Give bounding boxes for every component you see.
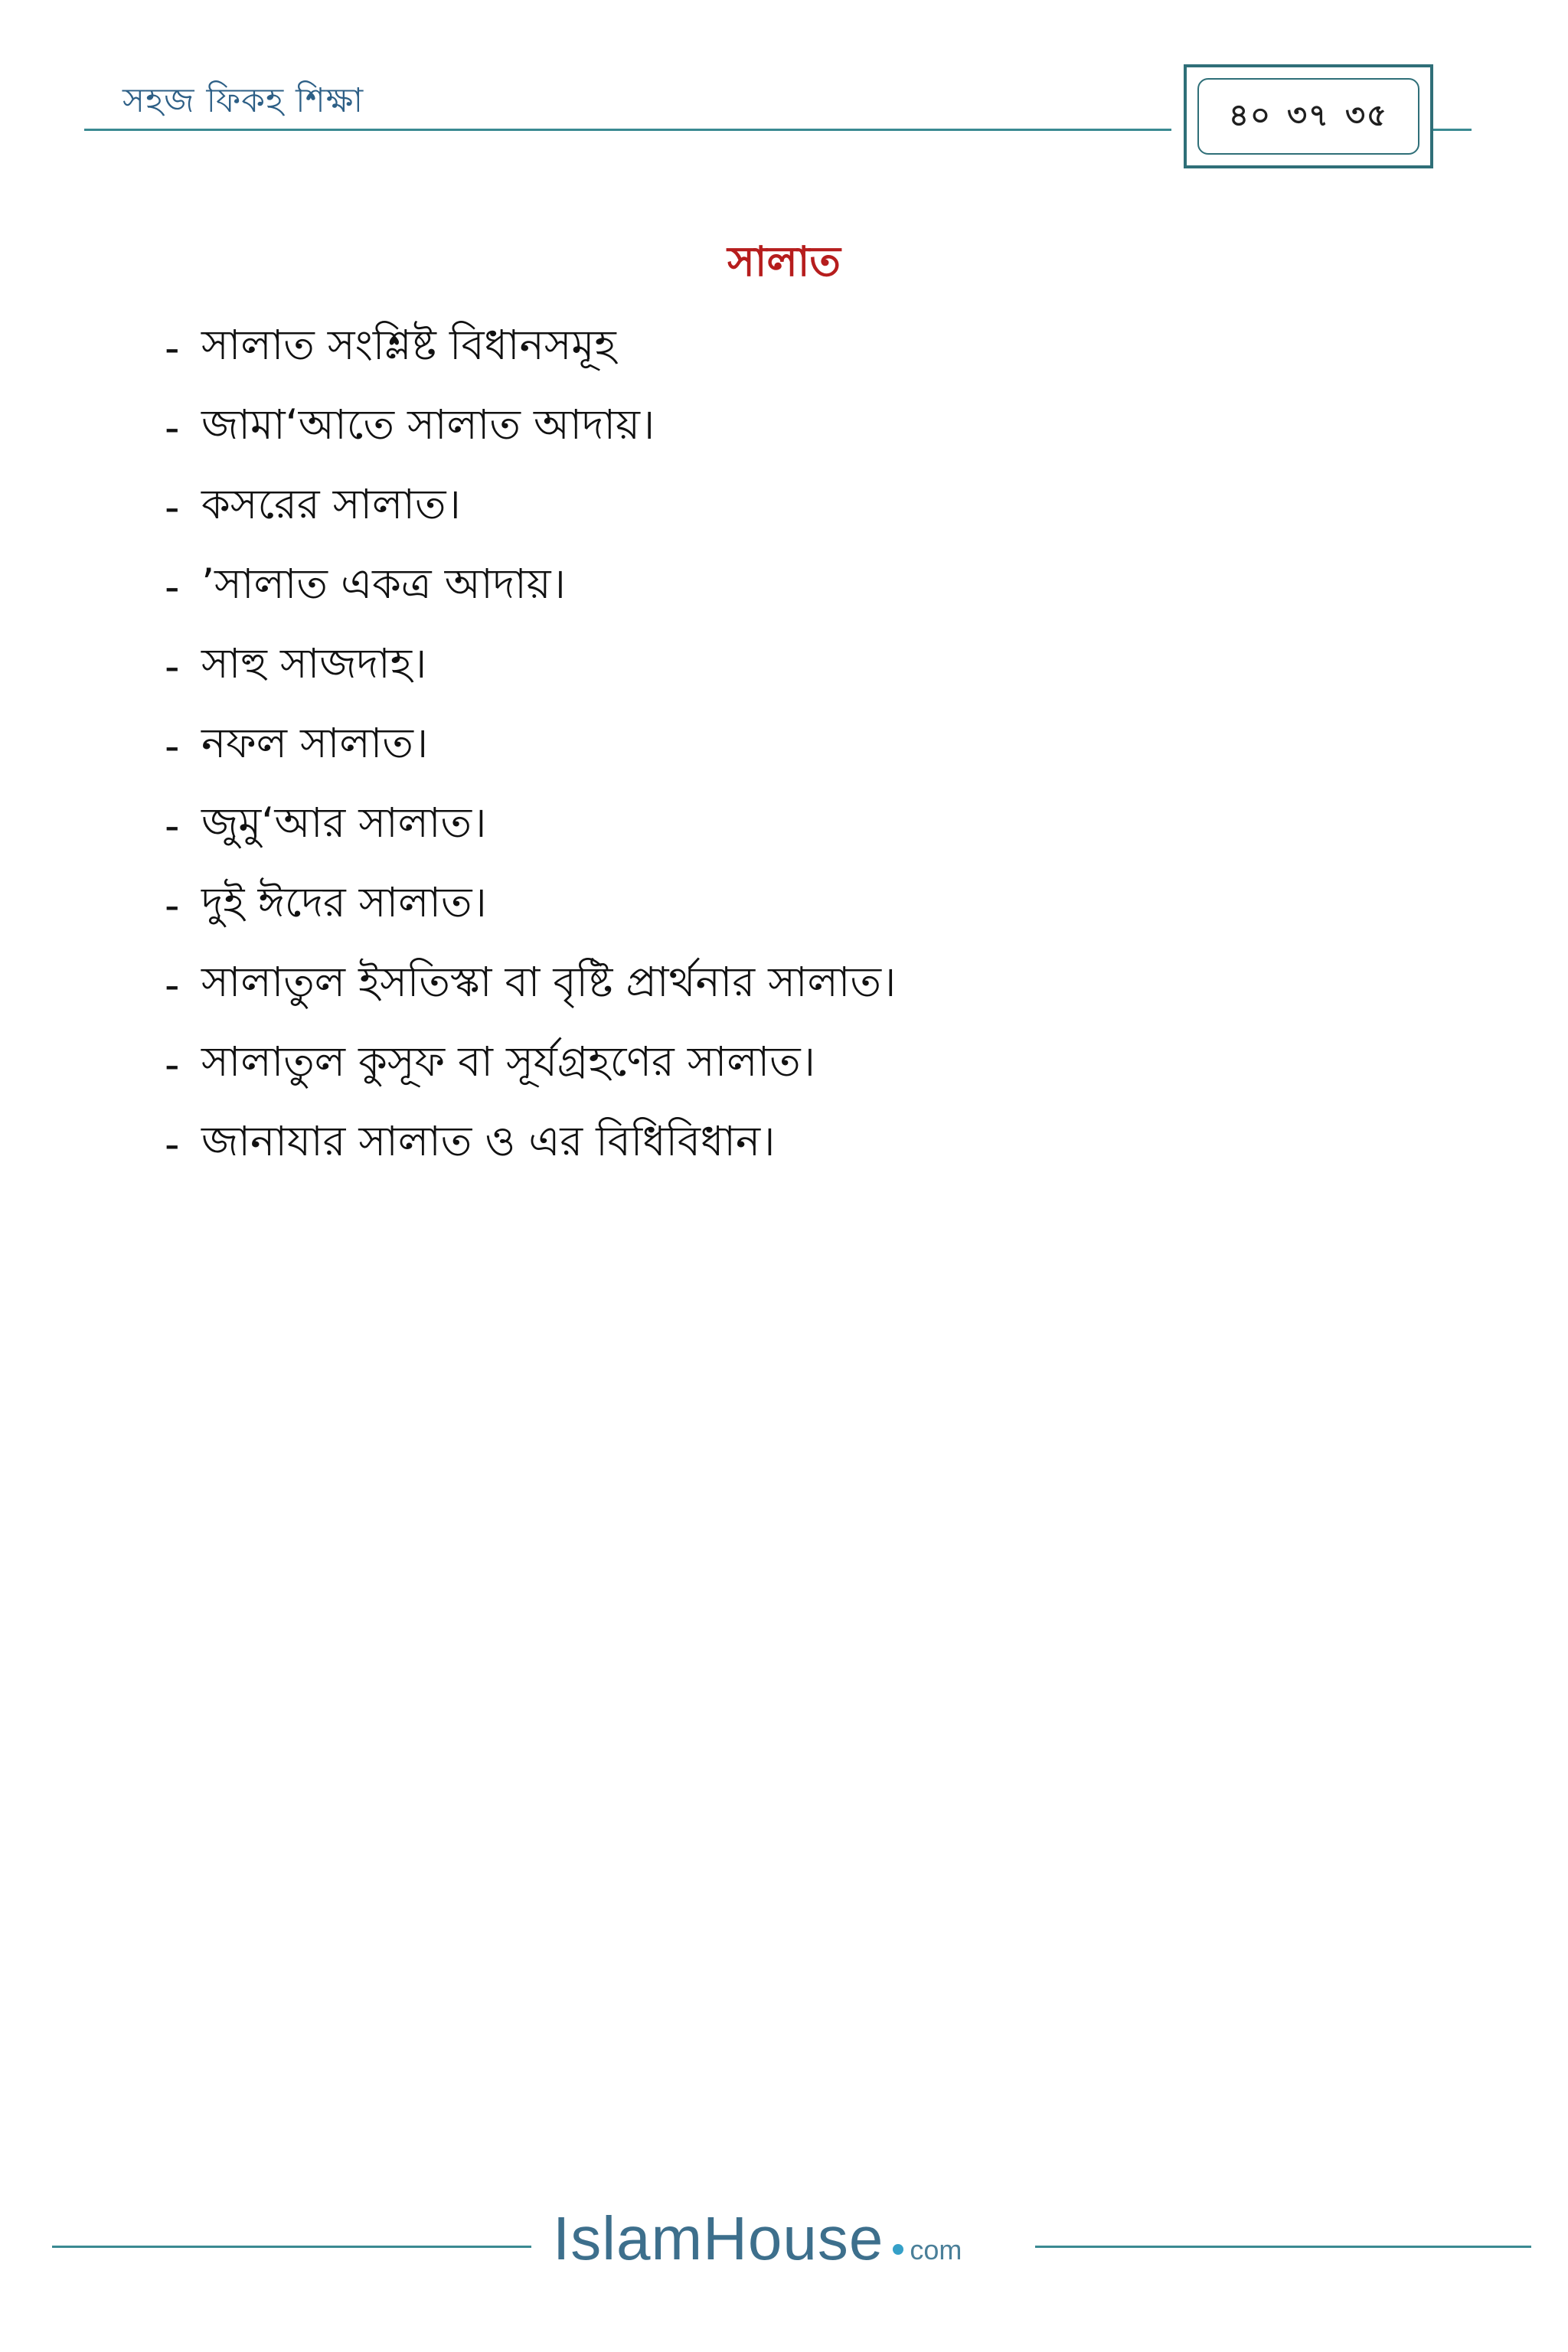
list-item bbox=[165, 1024, 896, 1104]
topic-text: ’সালাত একত্র আদায়। bbox=[201, 560, 566, 608]
topic-text: জুমু‘আর সালাত। bbox=[201, 799, 487, 847]
list-item bbox=[165, 865, 896, 945]
page-number-part: ৩৭ bbox=[1286, 97, 1330, 133]
bullet-dash: - bbox=[165, 1040, 180, 1089]
list-item bbox=[165, 308, 896, 387]
list-item bbox=[165, 467, 896, 547]
topic-text: সালাতুল কুসূফ বা সূর্যগ্রহণের সালাত। bbox=[201, 1037, 815, 1086]
logo-suffix: com bbox=[910, 2234, 962, 2265]
bullet-dash: - bbox=[165, 642, 180, 691]
topic-text: জামা‘আতে সালাত আদায়। bbox=[201, 400, 655, 449]
topic-text: কসরের সালাত। bbox=[201, 480, 461, 528]
bullet-dash: - bbox=[165, 1119, 180, 1168]
bullet-dash: - bbox=[165, 482, 180, 531]
islamhouse-logo bbox=[553, 2203, 962, 2280]
list-item bbox=[165, 786, 896, 865]
footer-divider-left bbox=[52, 2246, 531, 2248]
topic-text: সালাতুল ইসতিস্কা বা বৃষ্টি প্রার্থনার সালাত। bbox=[201, 958, 897, 1006]
topic-text: সালাত সংশ্লিষ্ট বিধানসমূহ bbox=[201, 321, 616, 369]
book-title: সহজ ফিকহ শিক্ষা bbox=[122, 81, 364, 120]
list-item bbox=[165, 1104, 896, 1184]
bullet-dash: - bbox=[165, 403, 180, 452]
list-item bbox=[165, 387, 896, 467]
logo-wordmark: IslamHouse bbox=[553, 2204, 884, 2272]
list-item bbox=[165, 626, 896, 706]
topic-text: জানাযার সালাত ও এর বিধিবিধান। bbox=[201, 1117, 776, 1165]
page-number-part: ৩৫ bbox=[1345, 97, 1388, 133]
logo-dot-icon bbox=[893, 2244, 903, 2255]
topic-text: নফল সালাত। bbox=[201, 719, 429, 767]
page-number-frame bbox=[1197, 78, 1419, 155]
page-number-badge bbox=[1184, 64, 1433, 168]
bullet-dash: - bbox=[165, 323, 180, 372]
page-number-part: ৪০ bbox=[1229, 97, 1272, 133]
bullet-dash: - bbox=[165, 880, 180, 929]
list-item bbox=[165, 706, 896, 786]
header-divider bbox=[84, 129, 1171, 131]
list-item bbox=[165, 547, 896, 626]
section-title: সালাত bbox=[727, 237, 841, 286]
topic-text: দুই ঈদের সালাত। bbox=[201, 878, 487, 926]
bullet-dash: - bbox=[165, 721, 180, 770]
topic-list bbox=[165, 308, 896, 1184]
bullet-dash: - bbox=[165, 562, 180, 611]
bullet-dash: - bbox=[165, 801, 180, 850]
bullet-dash: - bbox=[165, 960, 180, 1009]
header-divider-tail bbox=[1433, 129, 1472, 131]
footer-divider-right bbox=[1035, 2246, 1531, 2248]
list-item bbox=[165, 945, 896, 1024]
topic-text: সাহু সাজদাহ। bbox=[201, 639, 427, 688]
